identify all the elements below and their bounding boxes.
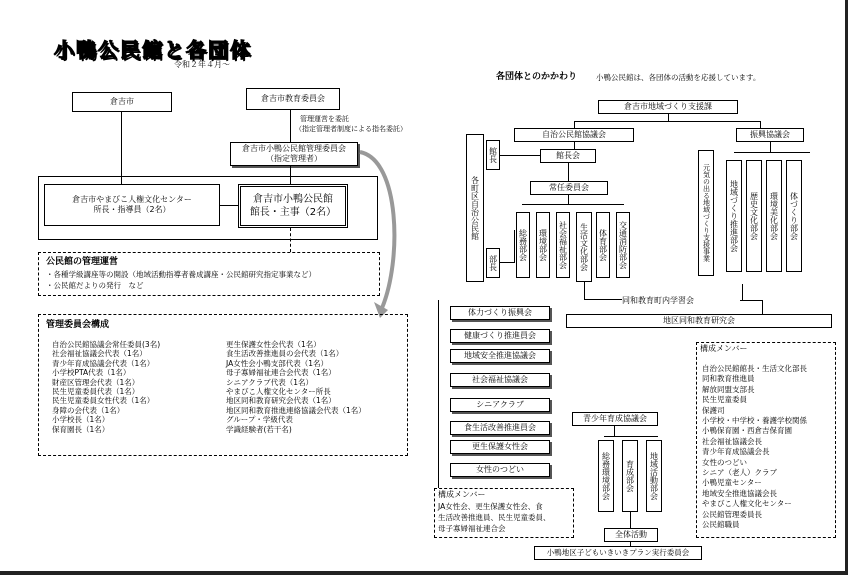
bukai-group: [514, 212, 630, 282]
rmember-6: 小学校・中学校・養護学校関係: [702, 416, 807, 426]
member-18: 地区同和教育推進連絡協議会代表（1名）: [226, 405, 366, 415]
member-10: 保育園長（1名）: [52, 424, 110, 434]
member-6: 民生児童委員代表（1名）: [52, 387, 140, 397]
seishonen-bukai-3: 地域活動部会: [646, 440, 662, 512]
jonin-box: 常任委員会: [530, 181, 608, 195]
group-6: 食生活改善推進員会: [450, 421, 550, 435]
zentai-box: 全体活動: [604, 528, 658, 542]
yamabiko-staff: 所長・指導員（2名）: [93, 205, 171, 214]
bukai-seikatsu: 生活文化部会: [576, 212, 592, 282]
kosei-line-1: JA女性会、更生保護女性会、食: [438, 502, 543, 511]
rmember-2: 同和教育推進員: [702, 374, 755, 384]
machizukuri-box: 倉吉市地域づくり支援課: [598, 100, 738, 114]
members-title: 管理委員会構成: [46, 320, 110, 330]
rmember-4: 民生児童委員: [702, 395, 747, 405]
member-1: 自治公民館協議会常任委員(3名): [52, 340, 161, 349]
rmember-7: 小鴨保育園・西倉吉保育園: [702, 426, 792, 436]
committee-box: [230, 142, 358, 166]
mgmt-item-2: ・公民館だよりの発行 など: [46, 281, 144, 290]
kominkan-box: [238, 184, 348, 228]
jichi-box: 自治公民館協議会: [514, 128, 634, 142]
kakucho-box: 各町区自治公民館: [466, 134, 484, 282]
bukai-kankyo: 環境部会: [536, 212, 550, 278]
seishonen-bukai-1: 総務環境部会: [598, 440, 614, 512]
right-heading-note: 小鴨公民館は、各団体の活動を応援しています。: [596, 73, 761, 82]
rmember-13: 地域安全推進協議会長: [702, 488, 777, 498]
members-col1: [52, 340, 160, 434]
member-17: 地区同和教育研究会代表（1名）: [226, 396, 336, 406]
kurayoshi-box: 倉吉市: [72, 92, 172, 112]
member-20: 学識経験者(若干名): [226, 424, 292, 434]
member-15: シニアクラブ代表（1名）: [226, 377, 314, 387]
board-box: 倉吉市教育委員会: [246, 88, 340, 110]
page-title: 小鴨公民館と各団体: [54, 38, 252, 62]
rmember-5: 保護司: [702, 405, 725, 415]
member-4: 小学校PTA代表（1名）: [52, 368, 131, 378]
member-14: 母子寡婦福祉連合会代表（1名）: [226, 368, 336, 378]
kosei-title: 構成メンバー: [438, 490, 486, 499]
bukai-somu: 総務部会: [516, 212, 530, 278]
right-members-list: [702, 364, 807, 531]
member-7: 民生児童委員女性代表（1名）: [52, 396, 155, 406]
rmember-3: 解放同盟支部長: [702, 384, 755, 394]
arrow-to-members: [340, 140, 410, 320]
kancho-kai-box: 館長会: [540, 149, 596, 163]
member-5: 財産区管理会代表（1名）: [52, 377, 140, 387]
kominkan-staff: 館長・主事（2名）: [249, 207, 337, 218]
member-9: 小学校長（1名）: [52, 415, 110, 425]
rmember-14: やまびこ人権文化センター: [702, 499, 792, 509]
rmember-11: シニア（老人）クラブ: [702, 468, 777, 478]
dowa-label: 同和教育町内学習会: [622, 296, 694, 305]
member-13: JA女性会小鴨支部代表（1名）: [226, 358, 328, 368]
rmember-1: 自治公民館館長・生活文化部長: [702, 364, 807, 373]
rmember-12: 小鴨児童センター: [702, 478, 762, 488]
rmember-10: 女性のつどい: [702, 457, 747, 467]
kosei-line-3: 母子寡婦福祉連合会: [438, 524, 506, 533]
member-3: 青少年育成協議会代表（1名）: [52, 358, 155, 368]
member-12: 食生活改善推進員の会代表（1名）: [226, 349, 344, 359]
yamabiko-box: [44, 184, 220, 226]
entrust-line2: （指定管理者制度による指名委託）: [295, 125, 407, 133]
shinko-box: 振興協議会: [736, 128, 804, 142]
mgmt-item-1: ・各種学級講座等の開設（地域活動指導者養成講座・公民館研究指定事業など）: [46, 270, 316, 279]
right-members-title: 構成メンバー: [700, 344, 748, 353]
kosei-line-2: 生活改善推進員、民生児童委員、: [438, 513, 551, 522]
rmember-15: 公民館管理委員長: [702, 509, 762, 519]
date-label: 令和２年４月～: [174, 60, 230, 69]
right-heading: 各団体とのかかわり: [496, 72, 578, 82]
group-2: 健康づくり推進員会: [450, 329, 550, 343]
kodomo-box: 小鴨地区子どもいきいきプラン実行委員会: [534, 546, 702, 560]
bukai-kotsu: 交通消防部会: [616, 212, 630, 278]
group-1: 体力づくり振興会: [450, 306, 550, 320]
bukai-fukushi: 社会福祉部会: [556, 212, 570, 278]
yamabiko-name: 倉吉市やまびこ人権文化センター: [72, 195, 192, 204]
committee-name: 倉吉市小鴨公民館管理委員会: [242, 144, 346, 153]
group-3: 地域安全推進協議会: [450, 349, 550, 363]
seishonen-box: 青少年育成協議会: [572, 412, 658, 426]
bukai-taiiku: 体育部会: [596, 212, 610, 278]
rmember-8: 社会福祉協議会長: [702, 436, 762, 446]
bucho-v-box: 部長: [486, 248, 500, 278]
kominkan-name: 倉吉市小鴨公民館: [253, 194, 333, 205]
member-19: グループ・学級代表: [226, 415, 293, 425]
shinko-bukai-4: 体づくり部会: [786, 160, 802, 272]
chiku-dowa-box: 地区同和教育研究会: [566, 314, 832, 328]
member-16: やまびこ人権文化センター所長: [226, 387, 331, 397]
seishonen-bukai-2: 育成部会: [622, 440, 638, 512]
member-2: 社会福祉協議会代表（1名）: [52, 349, 147, 359]
entrust-line1: 管理運営を委託: [300, 115, 349, 123]
shinko-bukai-2: 歴史文化部会: [746, 160, 762, 272]
group-5: シニアクラブ: [450, 398, 550, 412]
rmember-16: 公民館職員: [702, 520, 740, 530]
committee-sub: （指定管理者）: [266, 154, 322, 163]
group-4: 社会福祉協議会: [450, 373, 550, 387]
member-11: 更生保護女性会代表（1名）: [226, 340, 321, 349]
member-8: 身障の会代表（1名）: [52, 405, 125, 415]
shinko-bukai-1: 地域づくり推進部会: [726, 160, 742, 272]
members-col2: [226, 340, 366, 434]
group-7: 更生保護女性会: [450, 440, 550, 454]
rmember-9: 青少年育成協議会長: [702, 447, 770, 457]
kancho-v-box: 館長: [486, 140, 500, 170]
shinko-bukai-3: 環境美化部会: [766, 160, 782, 272]
genki-box: 元気の出る地域づくり支援事業: [698, 150, 714, 276]
mgmt-title: 公民館の管理運営: [46, 257, 119, 267]
group-8: 女性のつどい: [450, 463, 550, 477]
